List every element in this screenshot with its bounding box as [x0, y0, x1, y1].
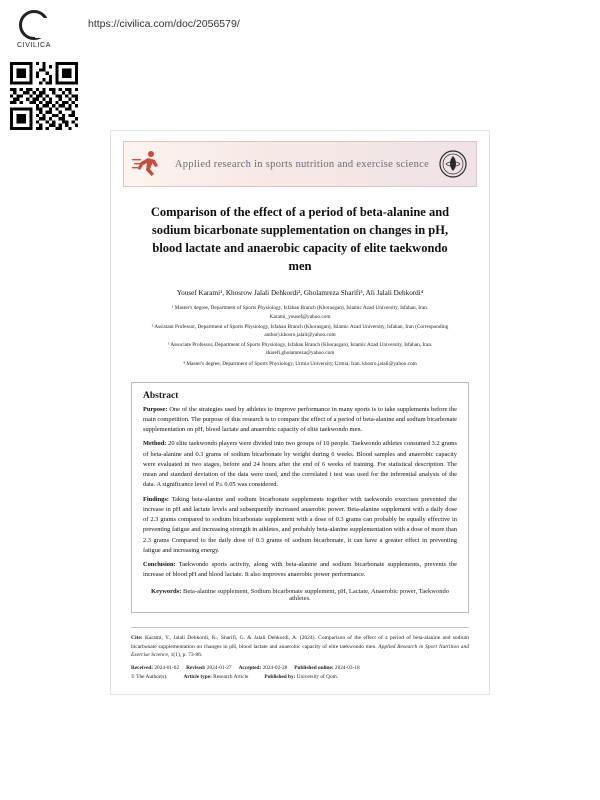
runner-icon — [132, 149, 166, 179]
abstract-paragraph-text: 20 elite taekwondo players were divided into two groups of 10 people. Taekwondo athletes consumed 3.2 grams of beta-alanine and 0.3 grams of sodium bicarbonate by weight during 6 weeks. Blood samples and anaerobic capacity were evaluated in two stages, before and 24 hours after the end of 6 weeks of training. For statistical description. The mean and standard deviation of the data were used, and the correlated t test was used for the inferential analysis of the data. A significance level of P≤ 0.05 was considered. — [143, 440, 457, 489]
abstract-paragraph-label: Conclusion: — [143, 561, 176, 569]
authors-line: Yousef Karami¹, Khosrow Jalali Dehkordi², Gholamreza Sharifi³, Ali Jalali Dehkordi⁴ — [176, 288, 424, 297]
abstract-paragraph-label: Findings: — [143, 495, 169, 503]
affiliation-item: ² Assistant Professor, Department of Sports Physiology, Isfahan Branch (Khorasgan), Islamic Azad University, Isfahan, Iran (Corresponding author).khosro.jalali@yahoo.com — [151, 323, 449, 338]
date-received — [131, 665, 179, 671]
date-revised-label: Revised: — [186, 665, 206, 672]
date-revised-value: 2024-01-27 — [206, 665, 232, 672]
abstract-paragraph-text: One of the strategies used by athletes to improve performance in many sports is to take supplements before the main competition. The purpose of this research is to compare the effect of a period of beta-alanine and sodium bicarbonate supplementation on pH, blood lactate and anaerobic capacity of elite taekwondo men. — [143, 405, 457, 434]
publisher-label: Published by: — [264, 674, 296, 681]
abstract-paragraph-text: Taekwondo sports activity, along with beta-alanine and sodium bicarbonate supplements, prevents the increase of blood pH and blood lactate. It also improves anaerobic power performance. — [143, 561, 457, 579]
university-emblem-icon — [438, 149, 468, 179]
abstract-box — [131, 382, 469, 613]
date-published-online-label: Published online: — [294, 665, 334, 672]
abstract-paragraph — [143, 560, 457, 581]
citation-volume: , 1(1), p. 73-86. — [167, 652, 203, 659]
abstract-paragraph — [143, 405, 457, 436]
abstract-paragraph — [143, 439, 457, 490]
affiliation-item: ³ Associate Professor, Department of Sports Physiology, Isfahan Branch (Khorasgan), Islamic Azad University, Isfahan, Iran. sharefi.gholamreza@yahoo.com — [167, 342, 433, 357]
document-url[interactable]: https://civilica.com/doc/2056579/ — [88, 18, 240, 30]
copyright-notice: © The Author(s). — [131, 674, 168, 681]
keywords-value: Beta-alanine supplement, Sodium bicarbonate supplement, pH, Lactate, Anaerobic power, Taekwondo athletes. — [183, 587, 449, 602]
publication-dates — [131, 665, 469, 671]
paper-page — [110, 130, 490, 695]
date-received-value: 2024-01-02 — [154, 665, 180, 672]
civilica-logo-mark — [19, 10, 49, 40]
citation-journal: Applied Research in Sport Nutrition and Exercise Science — [131, 643, 470, 659]
article-type-value: Research Article — [213, 674, 249, 681]
date-accepted-label: Accepted: — [238, 665, 262, 672]
civilica-logo — [12, 10, 56, 54]
footer-divider — [131, 627, 469, 628]
date-accepted-value: 2024-02-28 — [262, 665, 288, 672]
keywords-line — [143, 588, 457, 602]
affiliation-item: ⁴ Master's degree, Department of Sports Physiology, Urmia University, Urmia, Iran. khosro.jalali@yahoo.com — [183, 360, 417, 367]
date-accepted — [239, 665, 288, 671]
civilica-logo-text: CIVILICA — [17, 42, 51, 49]
publisher-value: University of Qom. — [296, 674, 339, 681]
citation-block — [131, 634, 469, 660]
date-published-online-value: 2024-03-18 — [334, 665, 360, 672]
abstract-paragraph-text: Taking beta-alanine and sodium bicarbonate supplements together with taekwondo exercises prevented the increase in pH and lactate levels and subsequently increased anaerobic power. Beta-alanine supplement with a daily dose of 2.3 grams compared to sodium bicarbonate supplement with a dose of 0.3 grams can probably be equally effective in preventing fatigue and increasing strength in athletes, and probably beta-alanine supplementation with a dose of more than 2.3 grams Compared to the daily dose of 0.3 grams of sodium bicarbonate, it can have a greater effect in preventing fatigue and increasing energy. — [143, 495, 457, 554]
journal-title: Applied research in sports nutrition and exercise science — [174, 158, 430, 170]
page-title: Comparison of the effect of a period of beta-alanine and sodium bicarbonate supplementation on changes in pH, blood lactate and anaerobic capacity of elite taekwondo men — [150, 205, 450, 274]
abstract-paragraph-label: Purpose: — [143, 405, 168, 413]
abstract-heading: Abstract — [143, 390, 179, 401]
affiliations — [141, 304, 459, 367]
abstract-paragraph-label: Method: — [143, 440, 167, 448]
date-received-label: Received: — [131, 665, 154, 672]
publisher — [264, 674, 338, 680]
affiliation-item: ¹ Master's degree, Department of Sports Physiology, Isfahan Branch (Khorasgan), Islamic Azad University, Isfahan, Iran. Karami_yousef@yahoo.com — [171, 305, 429, 320]
abstract-paragraph — [143, 495, 457, 557]
header-bar — [0, 0, 600, 60]
publication-meta — [131, 674, 469, 680]
citation-text: Karami, Y., Jalali Dehkordi, K., Sharifi, G. & Jalali Dehkordi, A. (2024). Comparison of the effect of a period of beta-alanine and sodium bicarbonate supplementation on changes in pH, blood lactate and anaerobic capacity of elite taekwondo men. — [131, 634, 469, 650]
date-revised — [186, 665, 231, 671]
keywords-label: Keywords: — [151, 587, 182, 595]
citation-label: Cite: — [131, 634, 143, 641]
article-type — [183, 674, 248, 680]
date-published-online — [294, 665, 359, 671]
qr-code-icon — [10, 62, 78, 130]
article-type-label: Article type: — [183, 674, 212, 681]
journal-banner — [123, 141, 477, 187]
